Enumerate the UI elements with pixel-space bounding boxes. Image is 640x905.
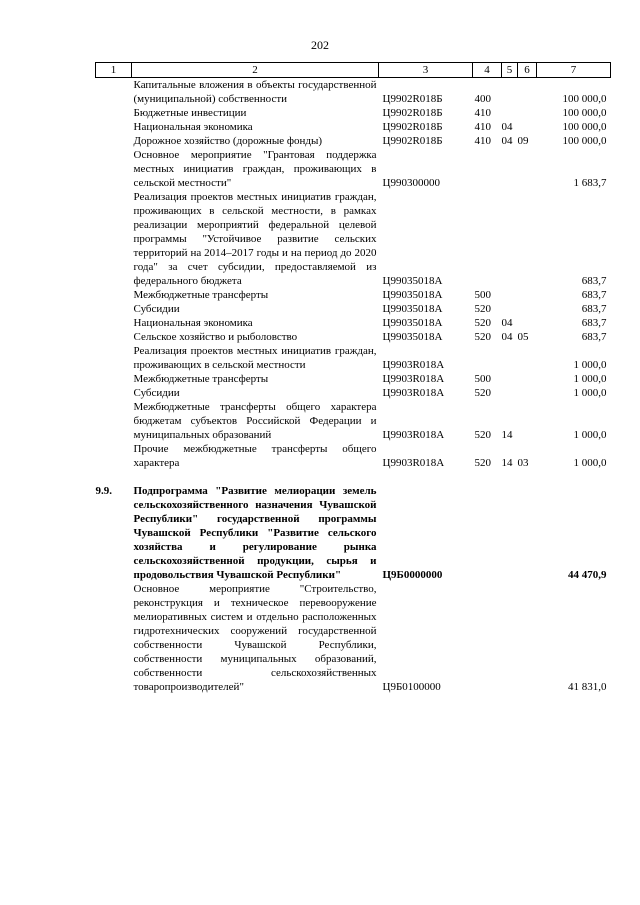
table-row (96, 582, 611, 694)
row-description: Капитальные вложения в объекты государственной (муниципальной) собственности (133, 79, 377, 105)
target-code: Ц9903R018А (382, 359, 445, 371)
target-code: Ц9903R018А (382, 429, 445, 441)
expense-type (473, 582, 502, 694)
subsection-code (518, 106, 537, 120)
row-number (96, 106, 132, 120)
subsection-code: 05 (517, 331, 529, 343)
target-code: Ц9902R018Б (382, 107, 443, 119)
amount: 41 831,0 (568, 681, 607, 693)
table-row (96, 400, 611, 442)
table-row (96, 316, 611, 330)
amount: 683,7 (581, 317, 607, 329)
target-code: Ц9Б0100000 (382, 681, 441, 693)
row-number: 9.9. (95, 485, 112, 497)
amount: 1 000,0 (573, 387, 607, 399)
table-row (96, 344, 611, 372)
expense-type (473, 190, 502, 288)
subsection-code (518, 302, 537, 316)
budget-table (95, 62, 611, 694)
header-cell: 2 (132, 63, 379, 78)
section-code (502, 190, 518, 288)
header-cell: 1 (96, 63, 132, 78)
header-cell: 6 (518, 63, 537, 78)
table-row (96, 190, 611, 288)
section-code: 14 (501, 457, 513, 469)
subsection-code: 09 (517, 135, 529, 147)
spacer-row (96, 470, 611, 484)
row-description: Субсидии (133, 303, 180, 315)
table-row (96, 288, 611, 302)
row-number (96, 316, 132, 330)
spacer-cell (96, 470, 611, 484)
target-code: Ц9902R018Б (382, 135, 443, 147)
table-row (96, 484, 611, 582)
target-code: Ц9903R018А (382, 373, 445, 385)
table-row (96, 106, 611, 120)
page-number: 202 (311, 38, 329, 52)
expense-type: 410 (474, 107, 491, 119)
amount: 1 000,0 (573, 429, 607, 441)
section-code (502, 582, 518, 694)
row-description: Сельское хозяйство и рыболовство (133, 331, 298, 343)
header-row (96, 63, 611, 78)
subsection-code (518, 582, 537, 694)
table-row (96, 78, 611, 107)
row-number (96, 400, 132, 442)
row-description: Реализация проектов местных инициатив граждан, проживающих в сельской местности, в рамках реализации мероприятий федеральной целевой программы "Устойчивое развитие сельских территорий на 2014–2017 годы и на период до 2020 года" за счет субсидии, предоставляемой из федерального бюджета (133, 191, 377, 287)
section-code (502, 344, 518, 372)
row-description: Основное мероприятие "Грантовая поддержка местных инициатив граждан, проживающих в сельской местности" (133, 149, 377, 189)
section-code (502, 302, 518, 316)
amount: 683,7 (581, 289, 607, 301)
expense-type: 500 (474, 373, 491, 385)
expense-type: 520 (474, 457, 491, 469)
table-row (96, 120, 611, 134)
amount: 100 000,0 (562, 93, 607, 105)
header-cell: 3 (379, 63, 473, 78)
subsection-code (518, 344, 537, 372)
expense-type (473, 344, 502, 372)
section-code: 14 (501, 429, 513, 441)
subsection-code (518, 386, 537, 400)
subsection-code (518, 372, 537, 386)
expense-type: 520 (474, 331, 491, 343)
subsection-code (518, 78, 537, 107)
section-code (502, 484, 518, 582)
amount: 1 000,0 (573, 457, 607, 469)
subsection-code (518, 400, 537, 442)
target-code: Ц99035018А (382, 303, 443, 315)
row-number (96, 190, 132, 288)
amount: 1 000,0 (573, 359, 607, 371)
expense-type: 520 (474, 429, 491, 441)
amount: 1 000,0 (573, 373, 607, 385)
row-number (96, 442, 132, 470)
section-code (502, 106, 518, 120)
expense-type: 500 (474, 289, 491, 301)
amount: 683,7 (581, 331, 607, 343)
section-code: 04 (501, 121, 513, 133)
row-number (96, 288, 132, 302)
row-number (96, 302, 132, 316)
header-cell: 5 (502, 63, 518, 78)
amount: 683,7 (581, 275, 607, 287)
expense-type (473, 484, 502, 582)
table-row (96, 442, 611, 470)
row-number (96, 78, 132, 107)
section-code: 04 (501, 135, 513, 147)
table-row (96, 134, 611, 148)
row-description: Национальная экономика (133, 121, 253, 133)
row-description: Основное мероприятие "Строительство, реконструкция и техническое перевооружение мелиоративных систем и отдельно расположенных гидротехнических сооружений государственной собственности Чувашской Республики, собственности муниципальных образований, собственности сельскохозяйственных товаропроизводителей" (133, 583, 377, 693)
section-code (502, 386, 518, 400)
target-code: Ц99035018А (382, 289, 443, 301)
expense-type: 520 (474, 387, 491, 399)
section-code (502, 372, 518, 386)
header-cell: 4 (473, 63, 502, 78)
target-code: Ц9902R018Б (382, 93, 443, 105)
amount: 100 000,0 (562, 121, 607, 133)
subsection-code (518, 484, 537, 582)
row-number (96, 386, 132, 400)
subsection-code (518, 190, 537, 288)
row-description: Дорожное хозяйство (дорожные фонды) (133, 135, 323, 147)
target-code: Ц99035018А (382, 331, 443, 343)
amount: 683,7 (581, 303, 607, 315)
target-code: Ц99035018А (382, 275, 443, 287)
section-code: 04 (501, 331, 513, 343)
subsection-code (518, 316, 537, 330)
row-description: Субсидии (133, 387, 180, 399)
row-number (96, 582, 132, 694)
expense-type: 400 (474, 93, 491, 105)
table-body (96, 78, 611, 695)
subsection-code (518, 148, 537, 190)
table-row (96, 302, 611, 316)
table-row (96, 372, 611, 386)
expense-type: 410 (474, 121, 491, 133)
expense-type: 410 (474, 135, 491, 147)
table-row (96, 386, 611, 400)
row-description: Реализация проектов местных инициатив граждан, проживающих в сельской местности (133, 345, 377, 371)
row-description: Бюджетные инвестиции (133, 107, 247, 119)
table-row (96, 330, 611, 344)
target-code: Ц9903R018А (382, 387, 445, 399)
target-code: Ц9Б0000000 (382, 569, 443, 581)
row-number (96, 330, 132, 344)
row-description: Подпрограмма "Развитие мелиорации земель сельскохозяйственного назначения Чувашской Республики" государственной программы Чувашской Республики "Развитие сельского хозяйства и регулирование рынка сельскохозяйственной продукции, сырья и продовольствия Чувашской Республики" (133, 485, 377, 581)
target-code: Ц99035018А (382, 317, 443, 329)
row-description: Межбюджетные трансферты общего характера бюджетам субъектов Российской Федерации и муниципальных образований (133, 401, 377, 441)
section-code (502, 78, 518, 107)
amount: 44 470,9 (568, 569, 607, 581)
row-number (96, 148, 132, 190)
target-code: Ц9903R018А (382, 457, 445, 469)
section-code (502, 288, 518, 302)
row-number (96, 372, 132, 386)
row-description: Межбюджетные трансферты (133, 373, 269, 385)
subsection-code (518, 120, 537, 134)
section-code (502, 148, 518, 190)
amount: 100 000,0 (562, 135, 607, 147)
row-number (96, 120, 132, 134)
section-code: 04 (501, 317, 513, 329)
amount: 100 000,0 (562, 107, 607, 119)
target-code: Ц9902R018Б (382, 121, 443, 133)
table-row (96, 148, 611, 190)
row-number (96, 134, 132, 148)
expense-type: 520 (474, 317, 491, 329)
row-description: Прочие межбюджетные трансферты общего характера (133, 443, 377, 469)
row-description: Национальная экономика (133, 317, 253, 329)
header-cell: 7 (537, 63, 611, 78)
target-code: Ц990300000 (382, 177, 440, 189)
amount: 1 683,7 (573, 177, 607, 189)
expense-type (473, 148, 502, 190)
row-number (96, 344, 132, 372)
expense-type: 520 (474, 303, 491, 315)
subsection-code (518, 288, 537, 302)
row-description: Межбюджетные трансферты (133, 289, 269, 301)
subsection-code: 03 (517, 457, 529, 469)
